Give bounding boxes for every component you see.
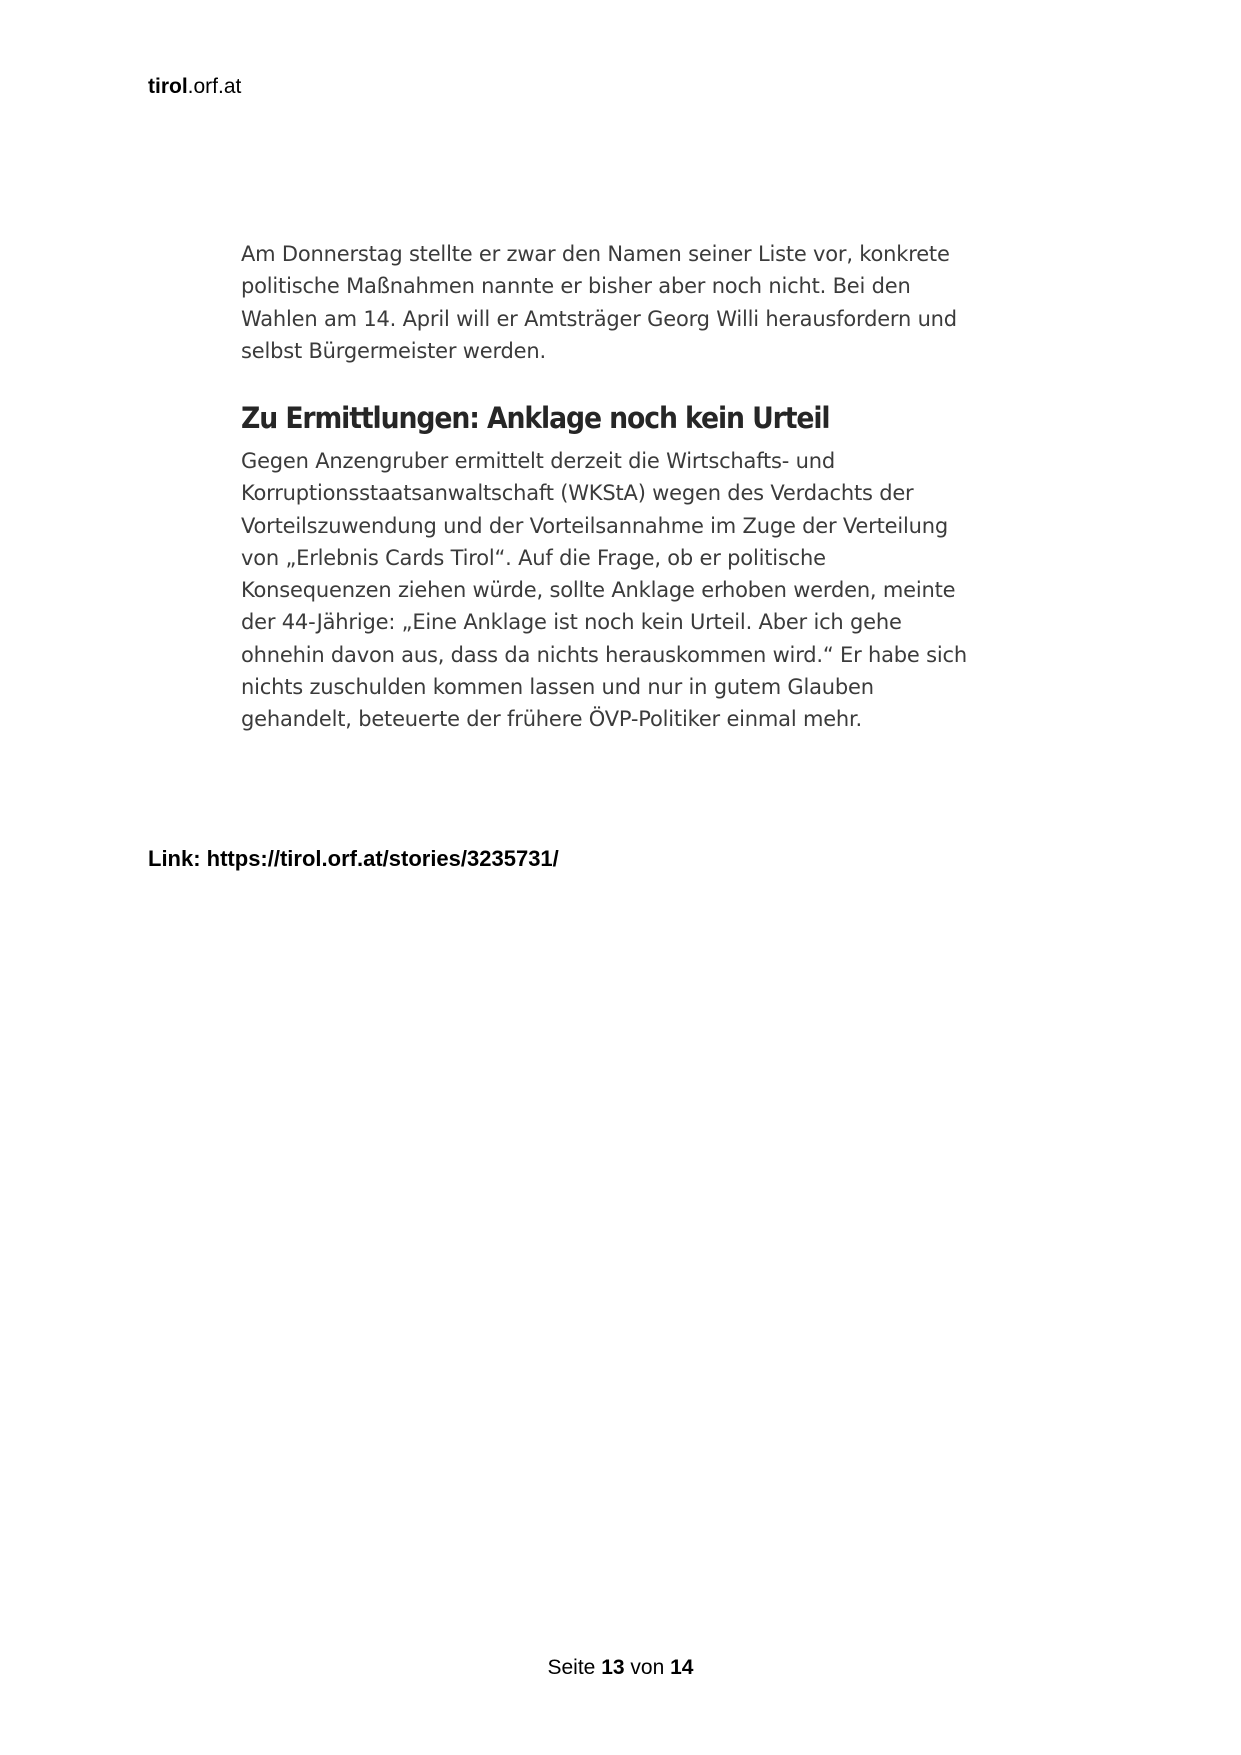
page-label: Seite: [547, 1656, 596, 1679]
paragraph-line: Am Donnerstag stellte er zwar den Namen seiner Liste vor, konkrete: [241, 242, 950, 266]
page-separator: von: [630, 1656, 665, 1679]
paragraph-line: Korruptionsstaatsanwaltschaft (WKStA) wegen des Verdachts der: [241, 481, 914, 506]
brand-name-domain: .orf.at: [187, 75, 242, 98]
article-paragraph-2: [241, 445, 967, 736]
paragraph-line: nichts zuschulden kommen lassen und nur in gutem Glauben: [241, 675, 874, 700]
paragraph-line: gehandelt, beteuerte der frühere ÖVP-Politiker einmal mehr.: [241, 707, 863, 732]
article-subheading: Zu Ermittlungen: Anklage noch kein Urteil: [241, 401, 830, 435]
page-footer: [0, 1655, 1241, 1681]
current-page-number: 13: [601, 1656, 625, 1679]
brand-name-bold: tirol: [148, 75, 188, 98]
paragraph-line: ohnehin davon aus, dass da nichts herauskommen wird.“ Er habe sich: [241, 642, 967, 667]
paragraph-line: Wahlen am 14. April will er Amtsträger Georg Willi herausfordern und: [241, 306, 957, 331]
paragraph-line: selbst Bürgermeister werden.: [241, 338, 546, 363]
site-header: [148, 74, 241, 100]
article-excerpt: [241, 238, 1021, 732]
paragraph-line: Vorteilszuwendung und der Vorteilsannahme im Zuge der Verteilung: [241, 513, 948, 538]
paragraph-line: von „Erlebnis Cards Tirol“. Auf die Frage, ob er politische: [241, 545, 826, 570]
source-link[interactable]: Link: https://tirol.orf.at/stories/3235731/: [148, 846, 559, 871]
paragraph-line: politische Maßnahmen nannte er bisher aber noch nicht. Bei den: [241, 274, 911, 299]
paragraph-line: Konsequenzen ziehen würde, sollte Anklage erhoben werden, meinte: [241, 578, 956, 603]
paragraph-line: Gegen Anzengruber ermittelt derzeit die Wirtschafts- und: [241, 449, 835, 473]
article-paragraph-1: [241, 238, 1021, 367]
total-page-count: 14: [670, 1656, 694, 1679]
paragraph-line: der 44-Jährige: „Eine Anklage ist noch kein Urteil. Aber ich gehe: [241, 610, 902, 635]
